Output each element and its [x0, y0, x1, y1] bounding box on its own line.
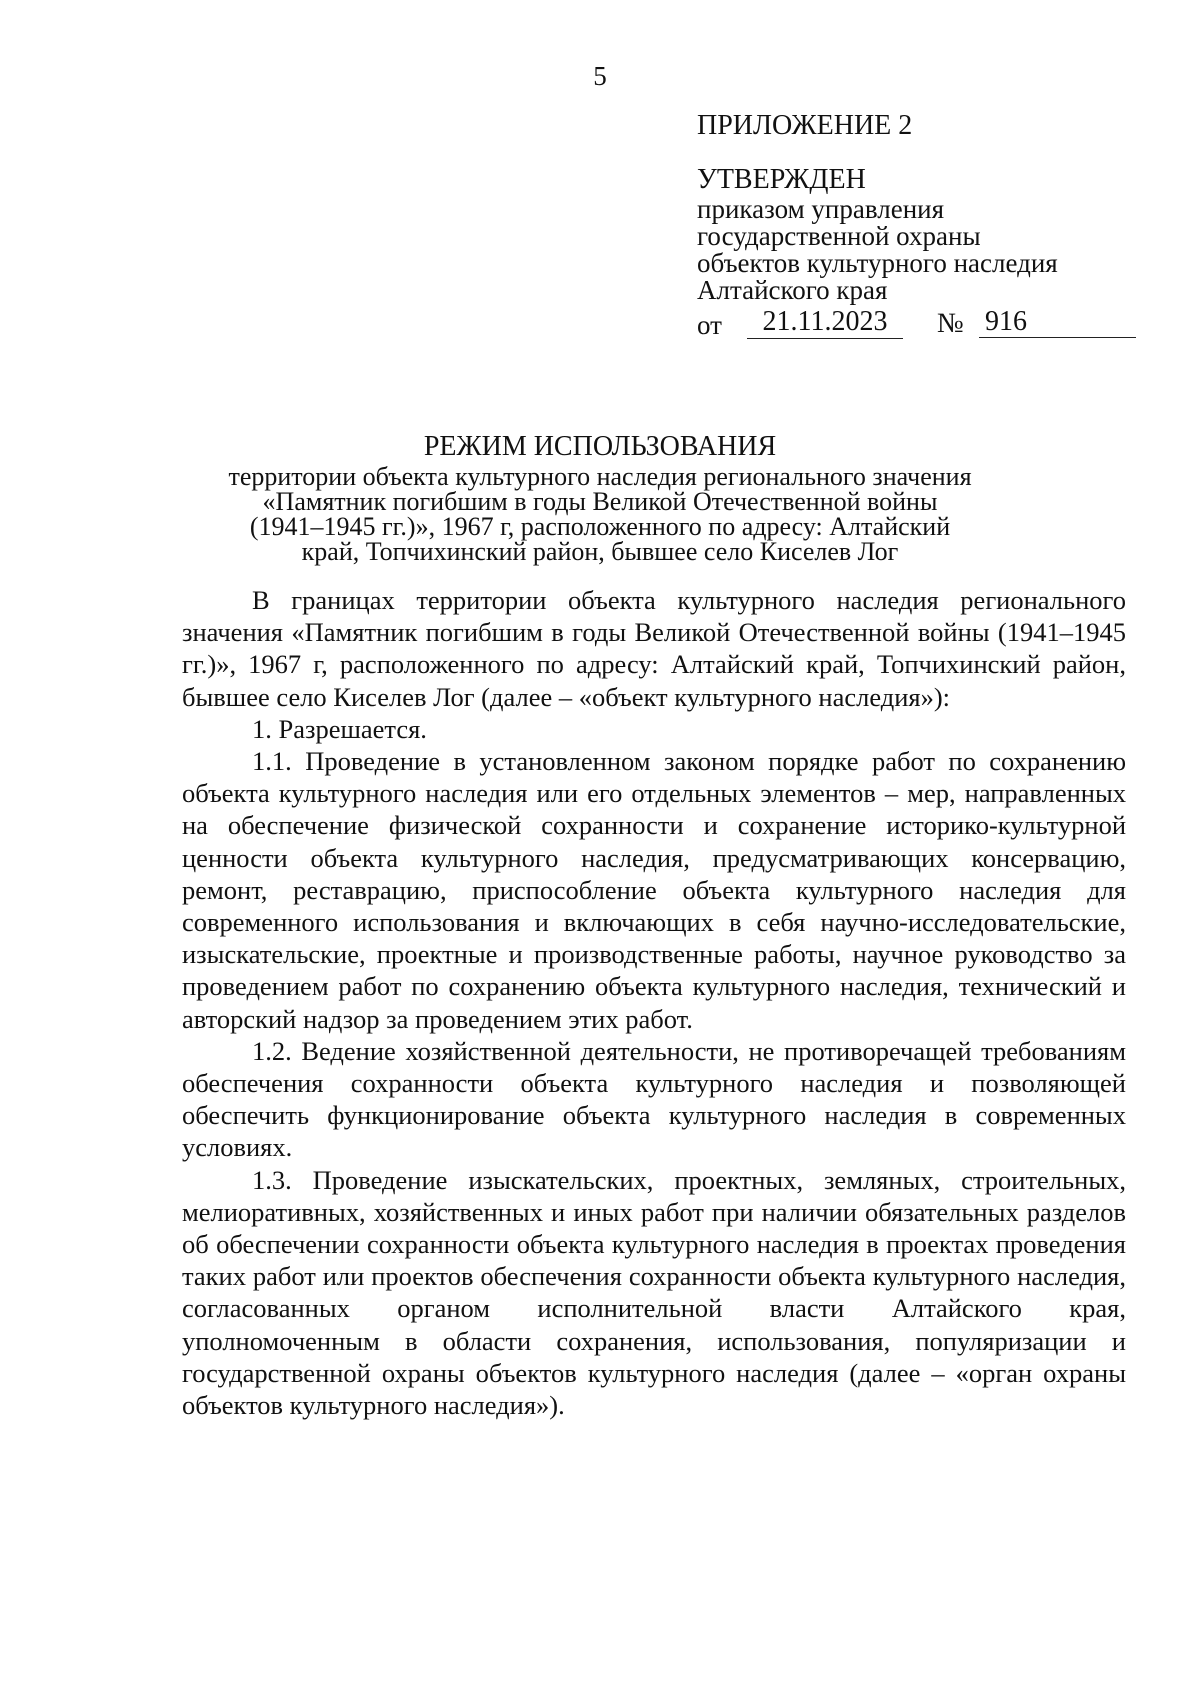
approval-block: [697, 110, 1147, 340]
approved-label: УТВЕРЖДЕН: [697, 164, 866, 195]
paragraph-1-1: 1.1. Проведение в установленном законом порядке работ по сохранению объекта культурного наследия или его отдельных элементов – мер, направленных на обеспечение физической сохранности и сохранение историко-культурной ценности объекта культурного наследия, предусматривающих консервацию, ремонт, реставрацию, приспособление объекта культурного наследия для современного использования и включающих в себя научно-исследовательские, изыскательские, проектные и производственные работы, научное руководство за проведением работ по сохранению объекта культурного наследия, технический и авторский надзор за проведением этих работ.: [182, 746, 1126, 1034]
appendix-label: ПРИЛОЖЕНИЕ 2: [697, 110, 913, 141]
order-reference: [697, 306, 1147, 340]
section-heading: 1. Разрешается.: [252, 713, 427, 744]
number-sign: №: [937, 308, 964, 339]
document-title-block: [0, 430, 1200, 564]
document-body: [182, 584, 1126, 1421]
page-number: 5: [593, 61, 607, 91]
document-title: РЕЖИМ ИСПОЛЬЗОВАНИЯ: [423, 431, 777, 462]
title-line: «Памятник погибшим в годы Великой Отечественной войны: [262, 487, 938, 516]
from-label: от: [697, 310, 722, 340]
intro-paragraph: В границах территории объекта культурного наследия регионального значения «Памятник погибшим в годы Великой Отечественной войны (1941–1945 гг.)», 1967 г, расположенного по адресу: Алтайский край, Топчихинский район, бывшее село Киселев Лог (далее – «объект культурного наследия»):: [182, 585, 1126, 712]
paragraph-1-2: 1.2. Ведение хозяйственной деятельности, не противоречащей требованиям обеспечения сохранности объекта культурного наследия и позволяющей обеспечить функционирование объекта культурного наследия в современных условиях.: [182, 1035, 1126, 1163]
approval-line: Алтайского края: [697, 275, 888, 305]
title-line: (1941–1945 гг.)», 1967 г, расположенного по адресу: Алтайский: [249, 512, 951, 541]
title-line: территории объекта культурного наследия регионального значения: [228, 462, 972, 491]
title-line: край, Топчихинский район, бывшее село Киселев Лог: [301, 537, 899, 566]
approval-line: объектов культурного наследия: [697, 248, 1058, 278]
approval-line: государственной охраны: [697, 221, 981, 251]
order-number: 916: [979, 306, 1136, 338]
approval-line: приказом управления: [697, 194, 945, 224]
paragraph-1-3: 1.3. Проведение изыскательских, проектных, земляных, строительных, мелиоративных, хозяйственных и иных работ при наличии обязательных разделов об обеспечении сохранности объекта культурного наследия в проектах проведения таких работ или проектов обеспечения сохранности объекта культурного наследия, согласованных органом исполнительной власти Алтайского края, уполномоченным в области сохранения, использования, популяризации и государственной охраны объектов культурного наследия (далее – «орган охраны объектов культурного наследия»).: [182, 1164, 1126, 1421]
order-date: 21.11.2023: [747, 306, 903, 339]
